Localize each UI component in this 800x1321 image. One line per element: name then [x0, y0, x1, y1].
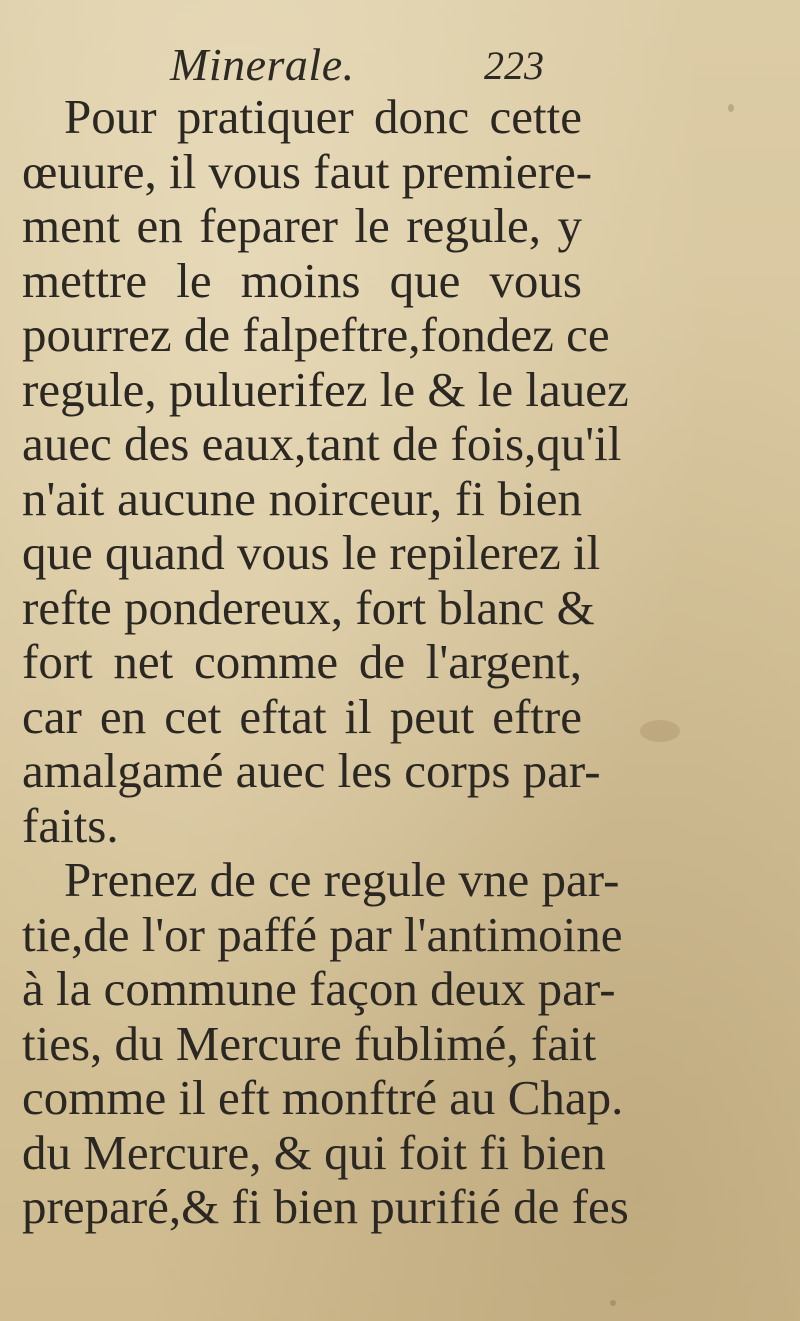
page-number: 223	[484, 43, 544, 88]
text-line: que quand vous le repilerez il	[22, 525, 601, 580]
running-title: Minerale.	[170, 39, 355, 90]
text-line: du Mercure, & qui foit fi bien	[22, 1124, 606, 1180]
text-line: n'ait aucune noirceur, fi bien	[22, 470, 582, 526]
text-line: œuure, il vous faut premiere-	[22, 143, 593, 199]
paper-blemish	[728, 104, 734, 112]
paper-blemish	[610, 1300, 616, 1306]
text-line: pourrez de falpeftre,fondez ce	[22, 307, 610, 362]
text-line: faits.	[22, 797, 119, 853]
text-line: mettre le moins que vous	[22, 252, 582, 308]
text-line: car en cet eftat il peut eftre	[22, 688, 582, 744]
text-line: comme il eft monftré au Chap.	[22, 1070, 624, 1125]
text-line: refte pondereux, fort blanc &	[22, 579, 595, 635]
text-line: Prenez de ce regule vne par-	[64, 852, 620, 907]
text-line: Pour pratiquer donc cette	[64, 89, 582, 144]
body-text	[22, 89, 629, 1235]
text-line: preparé,& fi bien purifié de fes	[22, 1179, 629, 1234]
paper-blemish	[640, 720, 680, 742]
text-line: tie,de l'or paffé par l'antimoine	[22, 906, 623, 962]
text-line: fort net comme de l'argent,	[22, 634, 582, 689]
text-line: ties, du Mercure fublimé, fait	[22, 1015, 597, 1071]
text-line: ment en feparer le regule, y	[22, 198, 582, 253]
text-line: auec des eaux,tant de fois,qu'il	[22, 416, 622, 471]
text-line: amalgamé auec les corps par-	[22, 743, 601, 798]
text-line: regule, puluerifez le & le lauez	[22, 361, 629, 417]
text-line: à la commune façon deux par-	[22, 961, 616, 1016]
